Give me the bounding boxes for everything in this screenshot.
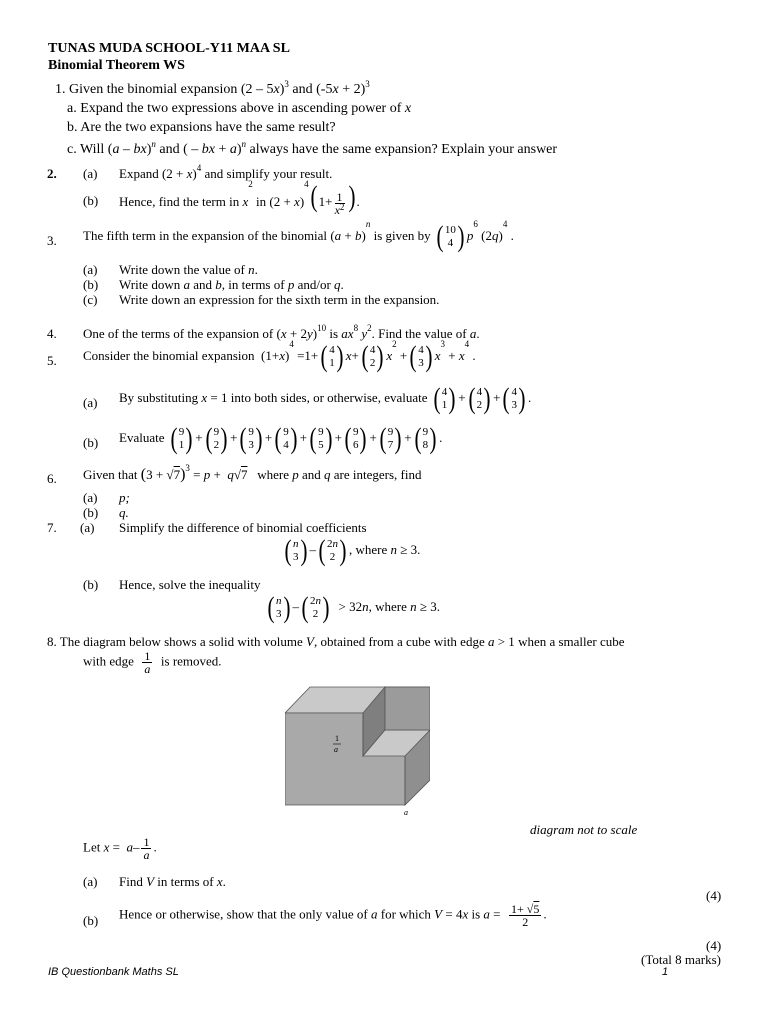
q3b-lead: Write down [119,277,181,292]
q8-let-word: Let [83,839,101,855]
q7a-where: , where [349,541,388,557]
q8a-lead: Find [119,874,143,889]
q6a-text: p; [119,490,130,505]
q5-lead: Consider the binomial expansion [83,347,255,363]
page-number: 1 [662,966,669,978]
q3c-text: Write down an expression for the sixth term in the expansion. [119,292,440,307]
q4-lead: One of the terms of the expansion of [83,326,274,341]
q3b-text: Write down a and b, in terms of p and/or q. [119,277,344,292]
q3a-label: (a) [83,262,98,277]
q8b-text: Hence or otherwise, show that the only value of a for which V = 4x is a = $\frac{1+ √5}{2}$ . [119,902,547,929]
q8b-mid: for which [380,906,431,922]
q7b-label: (b) [83,577,99,592]
q5a-mid: into both sides, or otherwise, evaluate [230,389,428,405]
q7a-text: Simplify the difference of binomial coefficients [119,520,367,535]
q7b-text: Hence, solve the inequality [119,577,261,592]
q2a-text: Expand $(2 + x)^4$ and simplify your result. [119,163,333,181]
q4-number: 4. [47,326,57,341]
cube-small-edge-label-a: a [334,745,338,754]
q3-text: The fifth term in the expansion of the binomial $(a + b)^n$ is given by ( 10 4 ) $p^6$ $(2q)^4$ . [83,219,514,253]
question-1b: b. Are the two expansions have the same result? [67,120,336,135]
q8b-is: is [471,906,481,922]
q2a-tail: and simplify your result. [204,166,333,181]
q3b-label: (b) [83,277,99,292]
cube-small-edge-label-1: 1 [335,734,339,743]
q8-lead: 8. The diagram below shows a solid with volume [47,634,303,649]
q5a-text: By substituting x = 1 into both sides, or otherwise, evaluate ( 4 1 ) + ( 4 2 ) + ( 4 3 ) . [119,382,532,415]
q5-number: 5. [47,353,57,368]
question-1a: a. Expand the two expressions above in ascending power of x [67,101,412,116]
q7b-where: , where [368,598,407,614]
q1a-text: a. Expand the two expressions above in ascending power of [67,101,402,116]
q8b-label: (b) [83,913,99,928]
q2b-text: Hence, find the term in $x^2$ in $(2 + x)^4$( 1+ $\frac{1}{x^2}$ ) . [119,179,360,217]
diagram-note: diagram not to scale [530,822,638,837]
q8-edge-text: with edge $\frac{1}{a}$ is removed. [83,649,222,676]
q6b-label: (b) [83,505,99,520]
question-1c: c. Will (a – bx)$^n$ and ( – bx + a)$^n$ always have the same expansion? Explain your answer [67,139,558,157]
q5b-lead: Evaluate [119,429,165,445]
q7b-inequality: ( n 3 ) – ( 2n 2 ) > 32n, where n ≥ 3. [267,591,440,624]
q8-let: Let x = a– $\frac{1}{a}$ . [83,835,157,862]
total-marks: (Total 8 marks) [641,952,721,967]
q3-mid: is given by [373,227,431,243]
q2b-label: (b) [83,193,99,208]
q8a-marks: (4) [706,888,722,903]
q2-number: 2. [47,166,57,181]
q7a-label: (a) [80,520,95,535]
q8a-tail: in terms of [157,874,214,889]
q1-lead: 1. Given the binomial expansion [55,82,238,97]
q5a-label: (a) [83,395,98,410]
q8-text: 8. The diagram below shows a solid with volume V, obtained from a cube with edge a > 1 when a smaller cube [47,634,625,649]
cube-diagram [285,685,430,820]
q6-lead: Given that [83,467,138,482]
q8-mid: , obtained from a cube with edge [313,634,485,649]
q6-number: 6. [47,471,57,486]
cube-edge-label-a: a [404,808,408,817]
q8-edge-lead: with edge [83,653,134,669]
q4-tail: Find the value of [378,326,467,341]
q3a-lead: Write down the value of [119,262,245,277]
q5b-label: (b) [83,435,99,450]
q5-text: Consider the binomial expansion $(1+x)^4 =1+$ ( 4 1 ) x+ ( 4 2 ) $x^2$ + ( 4 3 ) $x^3 + x^4$ . [83,339,476,373]
q8b-lead: Hence or otherwise, show that the only value of [119,906,368,922]
q3a-text: Write down the value of n. [119,262,258,277]
q6a-label: (a) [83,490,98,505]
q8-removed: is removed. [160,653,222,669]
q6-text: Given that $(3 + √7)^3 = p + q√7$ where p and q are integers, find [83,463,422,483]
q8a-text: Find V in terms of x. [119,874,226,889]
q6b-text: q. [119,505,129,520]
q5b-text: Evaluate ( 9 1 ) + ( 9 2 ) + ( 9 3 ) + ( 9 4 ) + ( 9 5 ) + ( 9 6 ) + ( 9 7 ) + ( 9 8 ) . [119,422,443,455]
q3-lead: The fifth term in the expansion of the binomial [83,227,328,243]
q3-number: 3. [47,233,57,248]
q6-where: where [257,467,289,482]
q8-tail: when a smaller cube [518,634,625,649]
q4-text: One of the terms of the expansion of $(x + 2y)^{10}$ is $ax^8$ $y^2$. Find the value of a. [83,323,480,341]
q1c-lead: c. Will [67,142,105,157]
q7a-expression: ( n 3 ) – ( 2n 2 ) , where n ≥ 3. [284,534,421,567]
school-title: TUNAS MUDA SCHOOL-Y11 MAA SL [48,41,290,56]
q2b-lead: Hence, find the term in [119,194,240,209]
q5a-lead: By substituting [119,389,199,405]
q8a-label: (a) [83,874,98,889]
q3c-label: (c) [83,292,98,307]
q2a-label: (a) [83,166,98,181]
worksheet-subtitle: Binomial Theorem WS [48,58,185,73]
q7-number: 7. [47,520,57,535]
q6-tail: are integers, find [333,467,422,482]
q8b-marks: (4) [706,938,722,953]
footer-source: IB Questionbank Maths SL [48,966,179,978]
q1c-tail: always have the same expansion? Explain your answer [249,142,558,157]
question-1: 1. Given the binomial expansion (2 – 5x)$^3$ and $(-5x + 2)^3$ [55,79,370,97]
